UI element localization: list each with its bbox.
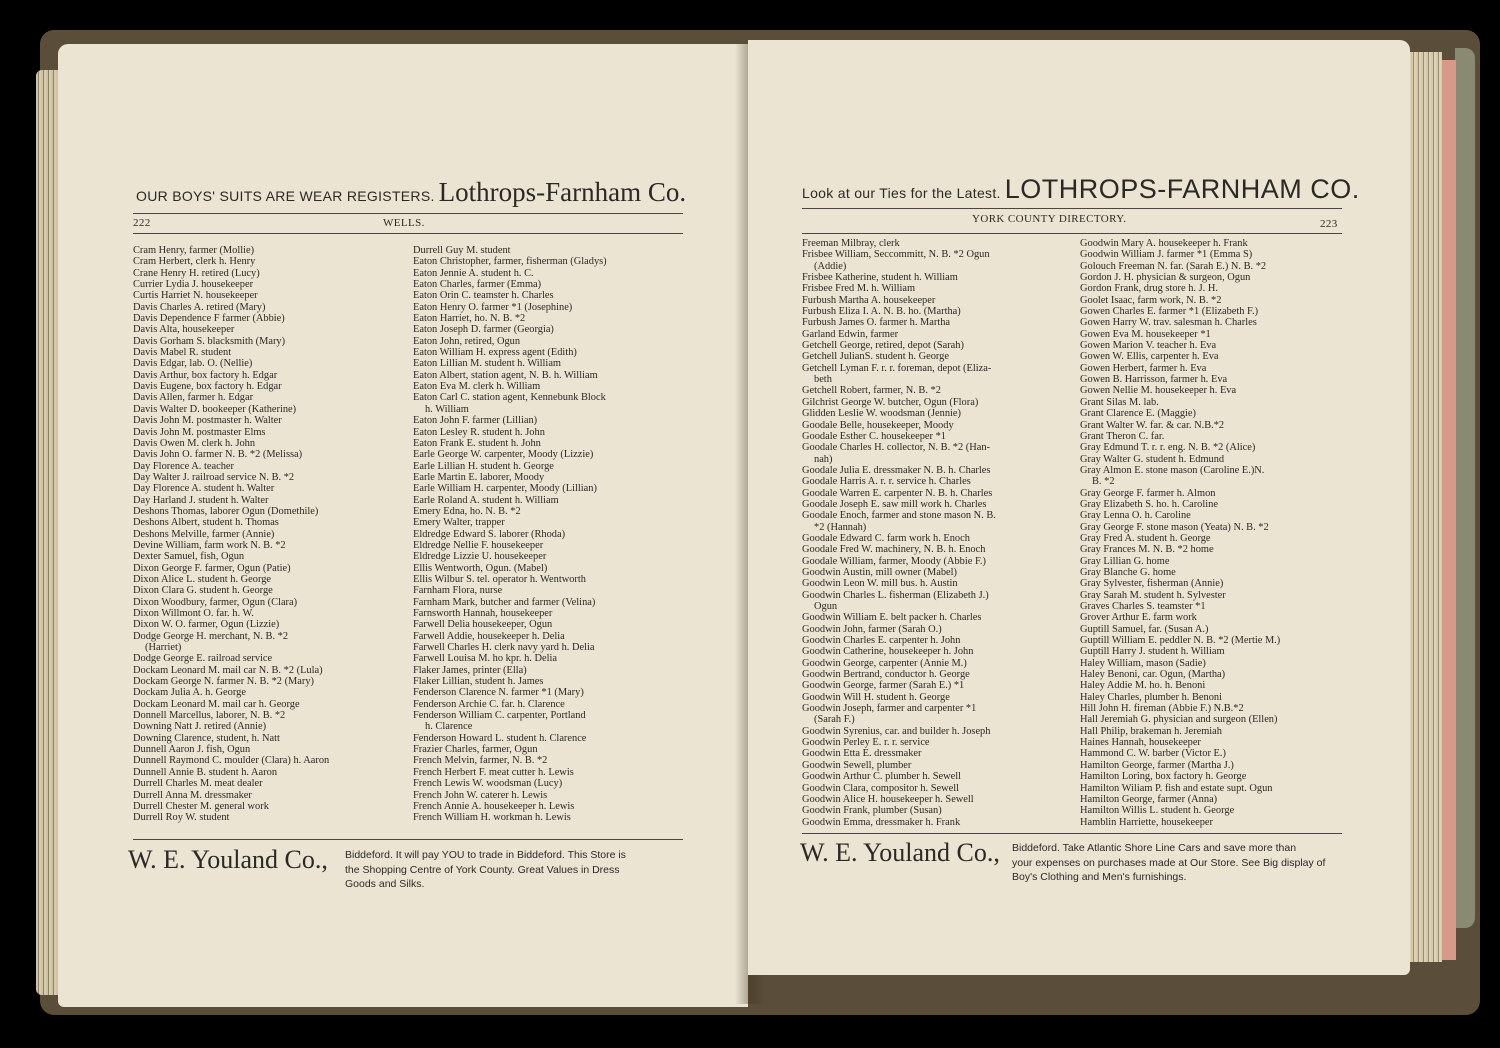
directory-entry: Hall Jeremiah G. physician and surgeon (Ellen) [1080, 714, 1278, 726]
directory-entry: Eaton Henry O. farmer *1 (Josephine) [413, 301, 573, 313]
directory-entry: Durrell Roy W. student [133, 812, 230, 824]
directory-entry: Dockam Julia A. h. George [133, 687, 246, 699]
directory-entry: Gray Blanche G. home [1080, 566, 1176, 578]
page-number: 222 [133, 217, 151, 229]
directory-entry: Curtis Harriet N. housekeeper [133, 290, 258, 302]
footer-advertisement [345, 848, 626, 892]
directory-entry: Eaton John, retired, Ogun [413, 335, 521, 347]
directory-entry: Dodge George H. merchant, N. B. *2 [133, 630, 289, 642]
footer-line: Biddeford. Take Atlantic Shore Line Cars and save more than [1012, 842, 1297, 854]
directory-entry: Davis Gorham S. blacksmith (Mary) [133, 335, 286, 347]
directory-entry: Davis Mabel R. student [133, 347, 232, 359]
book-back-cover [1455, 48, 1475, 928]
directory-entry: Gray Elizabeth S. ho. h. Caroline [1080, 498, 1218, 510]
directory-entry: Earle Lillian H. student h. George [413, 460, 554, 472]
left-page-advertisement [136, 177, 686, 208]
directory-entry: Ogun [814, 601, 838, 612]
directory-entry: Goodwin Etta E. dressmaker [802, 748, 922, 760]
directory-entry: French John W. caterer h. Lewis [413, 789, 548, 801]
directory-entry: (Addie) [814, 260, 847, 272]
directory-entry: Day Walter J. railroad service N. B. *2 [133, 471, 295, 483]
directory-entry: Hill John H. fireman (Abbie F.) N.B.*2 [1080, 703, 1244, 715]
directory-entry: Goodwin Syrenius, car. and builder h. Joseph [802, 725, 991, 737]
directory-entry: Hammond C. W. barber (Victor E.) [1080, 748, 1226, 760]
directory-entry: Earle George W. carpenter, Moody (Lizzie) [413, 449, 594, 461]
directory-entry: Dexter Samuel, fish, Ogun [133, 551, 245, 563]
directory-entry: Getchell Lyman F. r. r. foreman, depot (Eliza- [802, 362, 992, 374]
directory-entry: Gordon J. H. physician & surgeon, Ogun [1080, 272, 1251, 284]
directory-entry: Frisbee Katherine, student h. William [802, 272, 958, 284]
directory-entry: h. William [425, 403, 469, 415]
directory-entry: Eaton Harriet, ho. N. B. *2 [413, 313, 526, 325]
directory-entry: Farnham Mark, butcher and farmer (Velina) [413, 596, 596, 608]
directory-entry: Gowen Eva M. housekeeper *1 [1080, 328, 1211, 340]
directory-entry: nah) [814, 453, 833, 465]
directory-entry: Deshons Thomas, laborer Ogun (Domethile) [133, 505, 319, 517]
directory-entry: Dockam Leonard M. mail car h. George [133, 698, 300, 710]
directory-entry: Gray Lillian G. home [1080, 555, 1170, 567]
ad-slogan: Look at our Ties for the Latest. [802, 185, 1001, 201]
directory-column-1 [802, 238, 996, 828]
directory-entry: Grant Walter W. far. & car. N.B.*2 [1080, 419, 1225, 431]
directory-entry: Goodale William, farmer, Moody (Abbie F.) [802, 555, 986, 567]
directory-entry: Farwell Delia housekeeper, Ogun [413, 619, 553, 631]
header-rule-lower [802, 233, 1342, 234]
directory-entry: Goodwin Perley E. r. r. service [802, 737, 930, 749]
directory-entry: Dunnell Raymond C. moulder (Clara) h. Aaron [133, 755, 330, 767]
directory-entry: Ellis Wilbur S. tel. operator h. Wentworth [413, 573, 586, 585]
right-page-advertisement [802, 174, 1360, 205]
directory-entry: Currier Lydia J. housekeeper [133, 279, 254, 291]
directory-entry: Cram Henry, farmer (Mollie) [133, 245, 255, 256]
left-page [58, 44, 748, 1007]
footer-company: W. E. Youland Co., [800, 838, 1000, 867]
directory-entry: Hamblin Harriette, housekeeper [1080, 816, 1214, 828]
directory-entry: Davis Walter D. bookeeper (Katherine) [133, 403, 297, 415]
directory-entry: Frisbee William, Seccommitt, N. B. *2 Ogun [802, 249, 990, 261]
directory-entry: Davis Dependence F farmer (Abbie) [133, 313, 285, 325]
directory-entry: Graves Charles S. teamster *1 [1080, 601, 1206, 612]
directory-entry: Deshons Melville, farmer (Annie) [133, 528, 275, 540]
directory-entry: Gowen W. Ellis, carpenter h. Eva [1080, 351, 1219, 363]
footer-line: Goods and Silks. [345, 878, 425, 890]
directory-entry: Gray Sarah M. student h. Sylvester [1080, 589, 1226, 601]
directory-entry: Haley William, mason (Sadie) [1080, 657, 1206, 669]
header-rule [133, 213, 683, 214]
directory-column-2 [1080, 238, 1280, 828]
directory-entry: Gowen Herbert, farmer h. Eva [1080, 362, 1207, 374]
directory-entry: Hamilton Willis L. student h. George [1080, 805, 1235, 817]
directory-entry: Dixon Alice L. student h. George [133, 573, 272, 585]
directory-entry: French Melvin, farmer, N. B. *2 [413, 755, 548, 767]
directory-entry: Day Florence A. teacher [133, 460, 234, 472]
directory-entry: Gray Fred A. student h. George [1080, 532, 1211, 544]
directory-entry: Goodwin Catherine, housekeeper h. John [802, 646, 974, 658]
directory-entry: Davis Edgar, lab. O. (Nellie) [133, 358, 253, 370]
directory-entry: Guptill Harry J. student h. William [1080, 646, 1225, 658]
directory-entry: Goodwin Arthur C. plumber h. Sewell [802, 771, 962, 783]
directory-entry: Glidden Leslie W. woodsman (Jennie) [802, 408, 962, 420]
footer-line: Boy's Clothing and Men's furnishings. [1012, 871, 1187, 883]
directory-entry: Grant Theron C. far. [1080, 430, 1165, 442]
directory-entry: Downing Clarence, student, h. Natt [133, 732, 280, 744]
directory-entry: Ellis Wentworth, Ogun. (Mabel) [413, 562, 548, 574]
directory-entry: Gray Frances M. N. B. *2 home [1080, 544, 1214, 556]
directory-entry: Durrell Guy M. student [413, 245, 511, 256]
footer-line: the Shopping Centre of York County. Great Values in Dress [345, 863, 620, 876]
directory-entry: h. Clarence [425, 721, 473, 733]
directory-entry: Getchell George, retired, depot (Sarah) [802, 340, 964, 352]
directory-entry: Goodale Charles H. collector, N. B. *2 (Han- [802, 442, 991, 454]
directory-entry: Fenderson William C. carpenter, Portland [413, 710, 586, 722]
directory-entry: Flaker Lillian, student h. James [413, 676, 544, 688]
directory-entry: Donnell Marcellus, laborer, N. B. *2 [133, 710, 286, 722]
directory-entry: Gowen B. Harrisson, farmer h. Eva [1080, 374, 1228, 386]
directory-entry: Eaton Lillian M. student h. William [413, 358, 562, 370]
directory-entry: Earle Martin E. laborer, Moody [413, 471, 545, 483]
directory-entry: French William H. workman h. Lewis [413, 812, 571, 824]
footer-company: W. E. Youland Co., [128, 845, 328, 874]
directory-entry: Durrell Anna M. dressmaker [133, 789, 252, 801]
directory-entry: Goodwin John, farmer (Sarah O.) [802, 623, 942, 635]
directory-entry: Durrell Charles M. meat dealer [133, 778, 263, 790]
directory-entry: Eaton Joseph D. farmer (Georgia) [413, 324, 554, 336]
directory-entry: Goodale Julia E. dressmaker N. B. h. Charles [802, 464, 991, 476]
ad-slogan: OUR BOYS' SUITS ARE WEAR REGISTERS. [136, 188, 435, 204]
directory-entry: Crane Henry H. retired (Lucy) [133, 267, 260, 279]
directory-entry: Goodwin Charles E. carpenter h. John [802, 635, 961, 647]
directory-entry: Goodwin Charles L. fisherman (Elizabeth J.) [802, 589, 989, 601]
directory-entry: (Harriet) [145, 642, 182, 654]
directory-entry: Eldredge Edward S. laborer (Rhoda) [413, 528, 566, 540]
directory-entry: Gilchrist George W. butcher, Ogun (Flora) [802, 396, 979, 408]
directory-entry: Durrell Chester M. general work [133, 800, 269, 812]
directory-entry: Eaton Lesley R. student h. John [413, 426, 545, 438]
directory-entry: Goodwin George, carpenter (Annie M.) [802, 657, 967, 669]
footer-rule [133, 839, 683, 840]
directory-entry: Eldredge Lizzie U. housekeeper [413, 551, 547, 563]
directory-entry: Grant Clarence E. (Maggie) [1080, 408, 1196, 420]
directory-entry: Goodale Fred W. machinery, N. B. h. Enoch [802, 544, 986, 556]
directory-entry: Goodwin George, farmer (Sarah E.) *1 [802, 680, 965, 692]
directory-entry: Fenderson Archie C. far. h. Clarence [413, 698, 565, 710]
directory-entry: *2 (Hannah) [814, 521, 867, 533]
directory-entry: Davis Arthur, box factory h. Edgar [133, 369, 278, 381]
directory-entry: Hamilton George, farmer (Anna) [1080, 793, 1218, 805]
footer-line: your expenses on purchases made at Our Store. See Big display of [1012, 856, 1326, 869]
directory-entry: Frazier Charles, farmer, Ogun [413, 744, 538, 756]
directory-entry: Farnsworth Hannah, housekeeper [413, 608, 553, 619]
running-head: YORK COUNTY DIRECTORY. [972, 213, 1127, 225]
directory-entry: Devine William, farm work N. B. *2 [133, 539, 286, 551]
directory-entry: Goodwin William E. belt packer h. Charles [802, 612, 982, 624]
directory-entry: Goodwin William J. farmer *1 (Emma S) [1080, 249, 1253, 261]
directory-entry: Gray Almon E. stone mason (Caroline E.)N. [1080, 464, 1265, 476]
directory-entry: Gray Sylvester, fisherman (Annie) [1080, 578, 1224, 590]
running-head: WELLS. [383, 217, 425, 229]
directory-entry: Gray Walter G. student h. Edmund [1080, 453, 1225, 465]
directory-entry: Dixon Woodbury, farmer, Ogun (Clara) [133, 596, 298, 608]
ad-company: LOTHROPS-FARNHAM CO. [1004, 174, 1360, 204]
directory-entry: Goodwin Bertrand, conductor h. George [802, 669, 970, 681]
directory-entry: Day Florence A. student h. Walter [133, 483, 275, 495]
directory-entry: Davis Eugene, box factory h. Edgar [133, 381, 282, 393]
directory-entry: Goodale Warren E. carpenter N. B. h. Charles [802, 487, 993, 499]
directory-entry: Gowen Harry W. trav. salesman h. Charles [1080, 317, 1257, 329]
directory-entry: Eaton Albert, station agent, N. B. h. William [413, 369, 598, 381]
directory-entry: Dockam George N. farmer N. B. *2 (Mary) [133, 676, 315, 688]
directory-entry: Dixon George F. farmer, Ogun (Patie) [133, 562, 291, 574]
directory-entry: Goodwin Austin, mill owner (Mabel) [802, 566, 957, 578]
directory-entry: Deshons Albert, student h. Thomas [133, 517, 279, 529]
footer-line: Biddeford. It will pay YOU to trade in Biddeford. This Store is [345, 849, 626, 861]
directory-entry: Goodwin Leon W. mill bus. h. Austin [802, 578, 958, 590]
directory-entry: Goodwin Mary A. housekeeper h. Frank [1080, 238, 1248, 249]
directory-entry: Gowen Marion V. teacher h. Eva [1080, 340, 1217, 352]
header-rule [802, 208, 1342, 209]
directory-entry: Eldredge Nellie F. housekeeper [413, 539, 544, 551]
directory-entry: Downing Natt J. retired (Annie) [133, 721, 267, 733]
directory-entry: Eaton William H. express agent (Edith) [413, 347, 577, 359]
directory-entry: Gray Lenna O. h. Caroline [1080, 510, 1191, 522]
directory-entry: Haley Addie M. ho. h. Benoni [1080, 680, 1206, 692]
directory-entry: Eaton Eva M. clerk h. William [413, 381, 541, 393]
directory-entry: Goodwin Emma, dressmaker h. Frank [802, 816, 961, 828]
directory-entry: Goodale Esther C. housekeeper *1 [802, 430, 946, 442]
directory-entry: Getchell JulianS. student h. George [802, 351, 949, 363]
directory-entry: Dockam Leonard M. mail car N. B. *2 (Lula) [133, 664, 323, 676]
directory-entry: Gowen Charles E. farmer *1 (Elizabeth F.) [1080, 306, 1259, 318]
directory-entry: Furbush Martha A. housekeeper [802, 294, 936, 306]
directory-entry: Haley Charles, plumber h. Benoni [1080, 691, 1222, 703]
directory-entry: Fenderson Howard L. student h. Clarence [413, 732, 587, 744]
header-rule-lower [133, 233, 683, 234]
directory-entry: Getchell Robert, farmer, N. B. *2 [802, 385, 941, 397]
directory-entry: Goodwin Joseph, farmer and carpenter *1 [802, 703, 977, 715]
directory-entry: Gowen Nellie M. housekeeper h. Eva [1080, 385, 1237, 397]
directory-entry: Golouch Freeman N. far. (Sarah E.) N. B. *2 [1080, 260, 1267, 272]
directory-entry: Davis John M. postmaster h. Walter [133, 415, 282, 427]
directory-entry: Davis Alta, housekeeper [133, 324, 235, 336]
ad-company: Lothrops-Farnham Co. [438, 177, 687, 207]
footer-advertisement [1012, 841, 1325, 885]
directory-entry: Farwell Louisa M. ho kpr. h. Delia [413, 653, 558, 665]
directory-entry: French Lewis W. woodsman (Lucy) [413, 778, 563, 790]
directory-column-1 [133, 245, 329, 824]
directory-entry: Dunnell Aaron J. fish, Ogun [133, 744, 251, 756]
directory-entry: Gray Edmund T. r. r. eng. N. B. *2 (Alice) [1080, 442, 1256, 454]
directory-entry: Davis John M. postmaster Elms [133, 426, 266, 438]
directory-entry: Goodwin Alice H. housekeeper h. Sewell [802, 793, 974, 805]
directory-entry: (Sarah F.) [814, 714, 855, 726]
directory-entry: Goodwin Sewell, plumber [802, 759, 912, 771]
directory-entry: Hamilton George, farmer (Martha J.) [1080, 759, 1234, 771]
directory-entry: Garland Edwin, farmer [802, 328, 899, 340]
directory-entry: Haines Hannah, housekeeper [1080, 737, 1201, 749]
directory-entry: French Annie A. housekeeper h. Lewis [413, 800, 575, 812]
directory-entry: Dixon Clara G. student h. George [133, 585, 273, 597]
directory-entry: Goodale Enoch, farmer and stone mason N. B. [802, 510, 996, 522]
directory-entry: Fenderson Clarence N. farmer *1 (Mary) [413, 687, 584, 699]
directory-entry: Emery Edna, ho. N. B. *2 [413, 505, 521, 517]
directory-entry: Guptill Samuel, far. (Susan A.) [1080, 623, 1209, 635]
directory-entry: Gray George F. farmer h. Almon [1080, 487, 1216, 499]
directory-entry: Goodale Belle, housekeeper, Moody [802, 419, 954, 431]
directory-entry: Furbush James O. farmer h. Martha [802, 317, 951, 329]
directory-entry: Furbush Eliza I. A. N. B. ho. (Martha) [802, 306, 961, 318]
directory-entry: Haley Benoni, car. Ogun, (Martha) [1080, 669, 1226, 681]
directory-entry: Goolet Isaac, farm work, N. B. *2 [1080, 294, 1222, 306]
page-stack-edge [1406, 52, 1442, 962]
directory-entry: Day Harland J. student h. Walter [133, 494, 269, 506]
directory-entry: Hall Philip, brakeman h. Jeremiah [1080, 725, 1222, 737]
directory-entry: Frisbee Fred M. h. William [802, 283, 916, 295]
directory-entry: Davis John O. farmer N. B. *2 (Melissa) [133, 449, 303, 461]
directory-entry: Gray George F. stone mason (Yeata) N. B. *2 [1080, 521, 1269, 533]
directory-entry: Cram Herbert, clerk h. Henry [133, 256, 256, 268]
directory-entry: Grover Arthur E. farm work [1080, 612, 1197, 624]
directory-entry: Gordon Frank, drug store h. J. H. [1080, 283, 1218, 295]
directory-entry: Flaker James, printer (Ella) [413, 664, 527, 676]
directory-entry: Dunnell Annie B. student h. Aaron [133, 766, 278, 778]
directory-entry: Dixon W. O. farmer, Ogun (Lizzie) [133, 619, 280, 631]
directory-entry: Goodwin Clara, compositor h. Sewell [802, 782, 959, 794]
directory-entry: Eaton Carl C. station agent, Kennebunk Block [413, 392, 606, 404]
directory-entry: Grant Silas M. lab. [1080, 396, 1159, 408]
directory-entry: Goodwin Will H. student h. George [802, 691, 950, 703]
directory-entry: Eaton Orin C. teamster h. Charles [413, 290, 554, 302]
directory-entry: Farwell Addie, housekeeper h. Delia [413, 630, 565, 642]
directory-entry: Dodge George E. railroad service [133, 653, 273, 665]
directory-entry: Hamilton Wiliam P. fish and estate supt. Ogun [1080, 782, 1273, 794]
directory-entry: Freeman Milbray, clerk [802, 238, 900, 249]
directory-entry: Farwell Charles H. clerk navy yard h. Delia [413, 642, 595, 654]
directory-entry: Goodale Harris A. r. r. service h. Charles [802, 476, 971, 488]
directory-entry: Eaton John F. farmer (Lillian) [413, 415, 538, 427]
directory-entry: Guptill William E. peddler N. B. *2 (Mertie M.) [1080, 635, 1281, 647]
directory-entry: Goodale Joseph E. saw mill work h. Charles [802, 498, 987, 510]
directory-entry: Earle Roland A. student h. William [413, 494, 559, 506]
page-number: 223 [1320, 218, 1338, 230]
directory-entry: French Herbert F. meat cutter h. Lewis [413, 766, 574, 778]
directory-entry: Goodwin Frank, plumber (Susan) [802, 805, 942, 817]
directory-entry: Emery Walter, trapper [413, 517, 505, 529]
directory-entry: Davis Charles A. retired (Mary) [133, 301, 266, 313]
directory-entry: Earle William H. carpenter, Moody (Lillian) [413, 483, 597, 495]
right-page [748, 40, 1410, 975]
directory-entry: Eaton Jennie A. student h. C. [413, 267, 534, 279]
directory-entry: Davis Allen, farmer h. Edgar [133, 392, 254, 404]
directory-entry: Davis Owen M. clerk h. John [133, 437, 256, 449]
directory-entry: B. *2 [1092, 476, 1115, 488]
directory-entry: Eaton Charles, farmer (Emma) [413, 279, 542, 291]
footer-rule [802, 833, 1342, 834]
directory-column-2 [413, 245, 607, 824]
directory-entry: Dixon Willmont O. far. h. W. [133, 608, 254, 619]
directory-entry: Farnham Flora, nurse [413, 585, 503, 597]
directory-entry: Goodale Edward C. farm work h. Enoch [802, 532, 970, 544]
directory-entry: Hamilton Loring, box factory h. George [1080, 771, 1247, 783]
directory-entry: Eaton Frank E. student h. John [413, 437, 541, 449]
directory-entry: beth [814, 374, 832, 386]
directory-entry: Eaton Christopher, farmer, fisherman (Gladys) [413, 256, 607, 268]
